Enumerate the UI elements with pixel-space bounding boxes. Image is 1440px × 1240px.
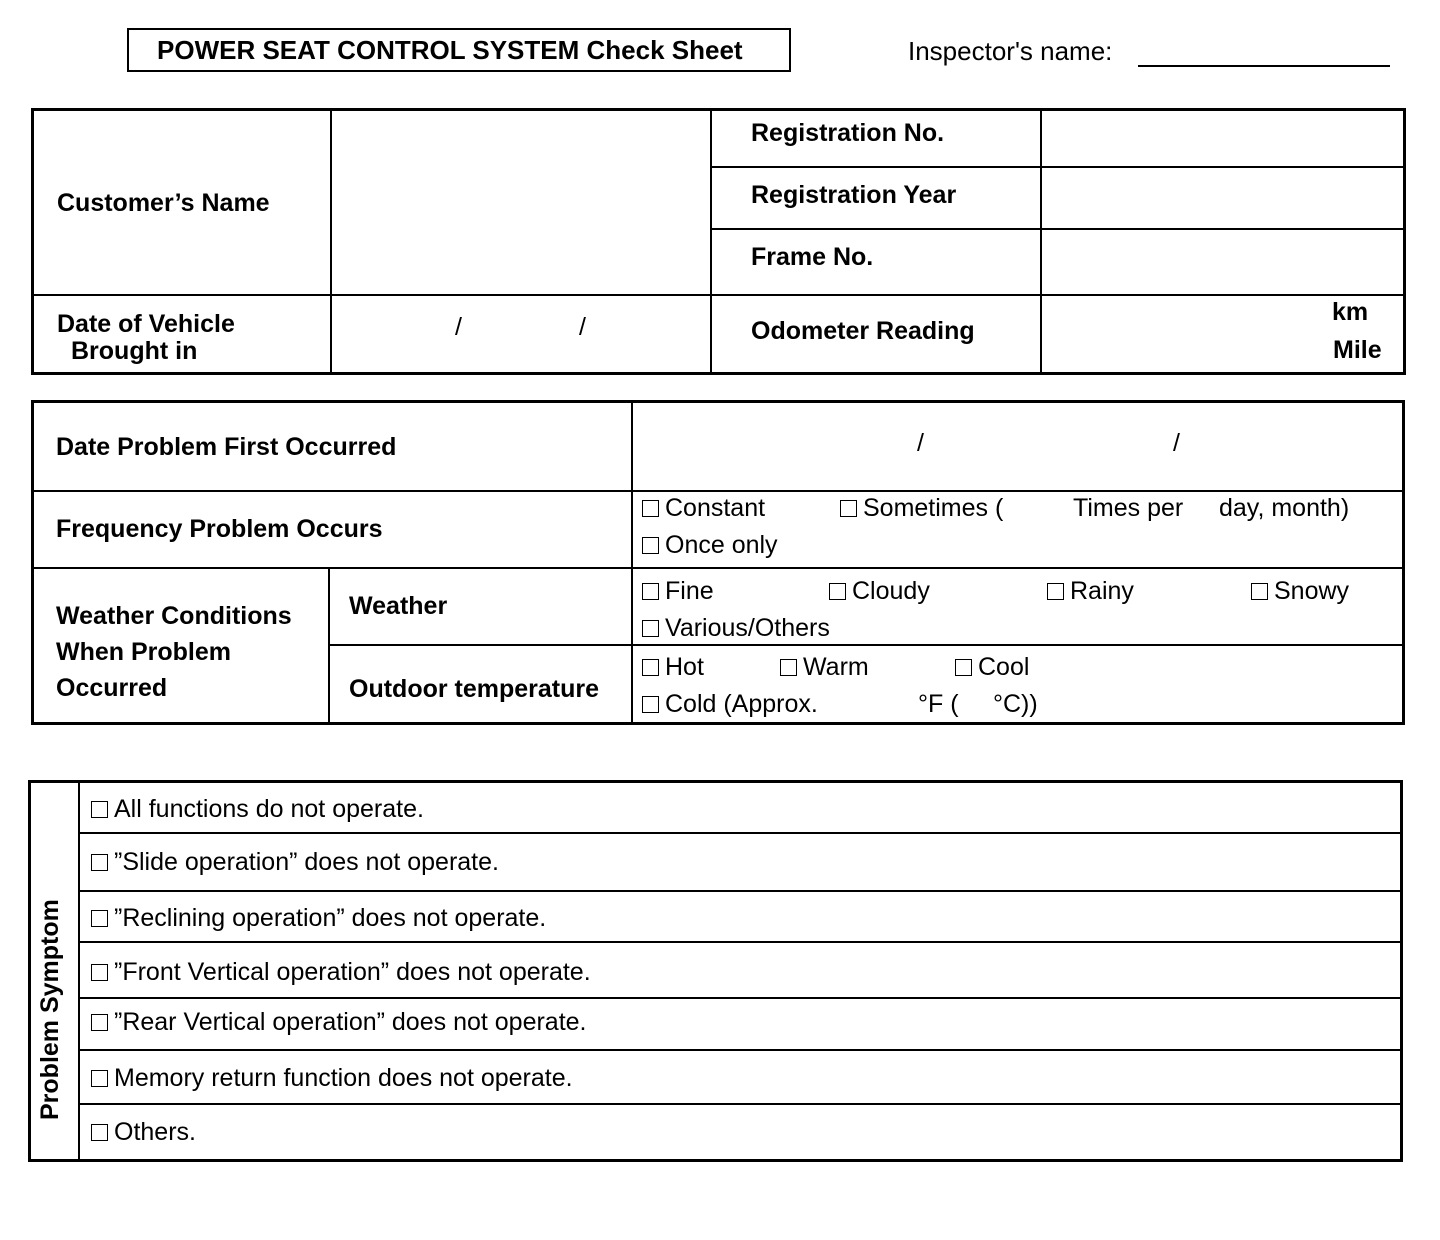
checkbox[interactable] [642, 620, 659, 637]
checkbox[interactable] [840, 500, 857, 517]
symptom-item[interactable]: All functions do not operate. [91, 794, 424, 824]
checkbox[interactable] [91, 1124, 108, 1141]
date-separator: / [579, 313, 586, 341]
registration-year-label: Registration Year [751, 181, 957, 209]
checkbox[interactable] [91, 964, 108, 981]
registration-year-field[interactable] [1044, 170, 1402, 226]
date-separator: / [1173, 429, 1180, 457]
date-brought-in-label-line1: Date of Vehicle [57, 310, 235, 338]
date-brought-in-label-line2: Brought in [71, 337, 198, 365]
checkbox[interactable] [780, 659, 797, 676]
frequency-label: Frequency Problem Occurs [56, 515, 383, 543]
temp-option-hot[interactable]: Hot [642, 652, 704, 682]
page-title: POWER SEAT CONTROL SYSTEM Check Sheet [127, 28, 791, 72]
registration-no-label: Registration No. [751, 119, 945, 147]
temp-fahrenheit-label: °F ( [918, 690, 959, 718]
checkbox[interactable] [642, 500, 659, 517]
frequency-option-sometimes[interactable]: Sometimes ( [840, 493, 1003, 523]
date-first-occurred-label: Date Problem First Occurred [56, 433, 397, 461]
checkbox[interactable] [642, 537, 659, 554]
symptom-item[interactable]: ”Reclining operation” does not operate. [91, 903, 546, 933]
weather-option-rainy[interactable]: Rainy [1047, 576, 1134, 606]
temp-option-cool[interactable]: Cool [955, 652, 1029, 682]
symptom-item[interactable]: Memory return function does not operate. [91, 1063, 573, 1093]
odometer-unit-km: km [1332, 298, 1369, 326]
checkbox[interactable] [1047, 583, 1064, 600]
symptom-item[interactable]: ”Slide operation” does not operate. [91, 847, 499, 877]
date-brought-in-field[interactable] [334, 298, 706, 370]
frame-no-label: Frame No. [751, 243, 874, 271]
date-separator: / [917, 429, 924, 457]
odometer-label: Odometer Reading [751, 317, 975, 345]
temp-celsius-label: °C)) [993, 690, 1038, 718]
times-per-label: Times per [1073, 494, 1184, 522]
date-first-occurred-field[interactable] [636, 404, 1401, 488]
weather-group-label-line2: When Problem [56, 638, 232, 666]
symptom-item[interactable]: Others. [91, 1117, 196, 1147]
checkbox[interactable] [91, 910, 108, 927]
weather-group-label-line1: Weather Conditions [56, 602, 292, 630]
checkbox[interactable] [1251, 583, 1268, 600]
weather-option-fine[interactable]: Fine [642, 576, 714, 606]
temp-option-cold[interactable]: Cold (Approx. [642, 689, 818, 719]
frequency-option-once-only[interactable]: Once only [642, 530, 778, 560]
checkbox[interactable] [642, 696, 659, 713]
frequency-option-constant[interactable]: Constant [642, 493, 765, 523]
checkbox[interactable] [91, 1014, 108, 1031]
odometer-field[interactable] [1044, 298, 1324, 370]
outdoor-temp-label: Outdoor temperature [349, 675, 600, 703]
registration-no-field[interactable] [1044, 112, 1402, 164]
weather-option-various[interactable]: Various/Others [642, 613, 830, 643]
checkbox[interactable] [955, 659, 972, 676]
symptom-item[interactable]: ”Front Vertical operation” does not operate. [91, 957, 591, 987]
customer-name-label: Customer’s Name [57, 189, 270, 217]
odometer-unit-mile: Mile [1333, 336, 1382, 364]
checkbox[interactable] [642, 659, 659, 676]
problem-symptom-label: Problem Symptom [36, 899, 64, 1120]
day-month-label: day, month) [1219, 494, 1350, 522]
checkbox[interactable] [91, 1070, 108, 1087]
temp-option-warm[interactable]: Warm [780, 652, 869, 682]
weather-label: Weather [349, 592, 448, 620]
checkbox[interactable] [91, 854, 108, 871]
checkbox[interactable] [91, 801, 108, 818]
weather-group-label-line3: Occurred [56, 674, 168, 702]
inspector-name-field[interactable] [1138, 65, 1390, 67]
checkbox[interactable] [642, 583, 659, 600]
inspector-name-label: Inspector's name: [908, 36, 1113, 66]
checkbox[interactable] [829, 583, 846, 600]
weather-option-snowy[interactable]: Snowy [1251, 576, 1349, 606]
symptom-item[interactable]: ”Rear Vertical operation” does not operate. [91, 1007, 587, 1037]
date-separator: / [455, 313, 462, 341]
frame-no-field[interactable] [1044, 232, 1402, 292]
customer-name-field[interactable] [334, 112, 706, 292]
weather-option-cloudy[interactable]: Cloudy [829, 576, 930, 606]
